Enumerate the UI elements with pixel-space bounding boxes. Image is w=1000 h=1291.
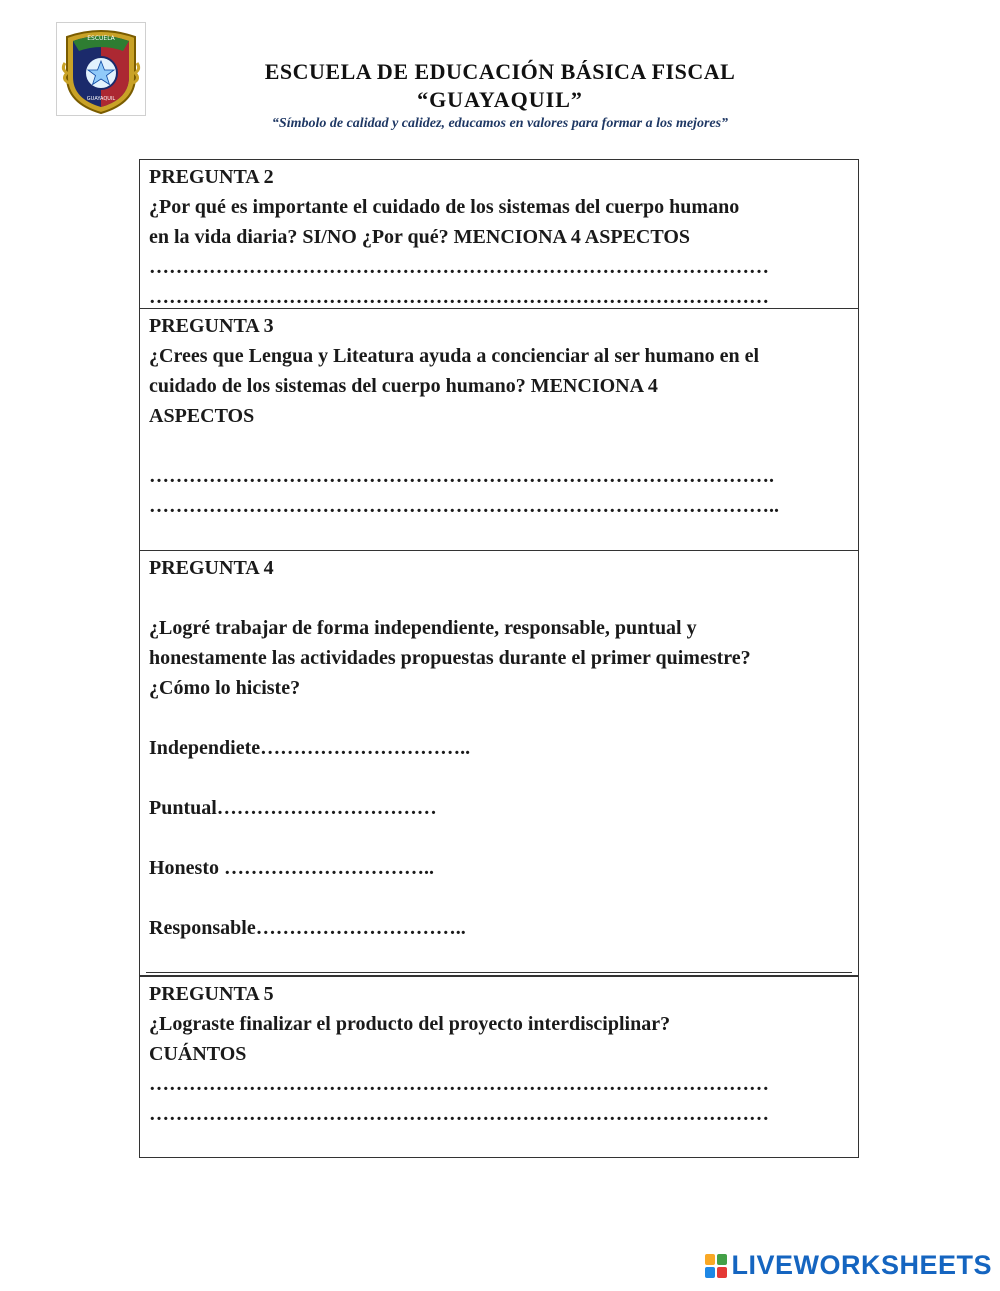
school-logo: [56, 22, 146, 116]
question-title: PREGUNTA 3: [149, 315, 274, 337]
question-text-line: ASPECTOS: [149, 405, 255, 427]
field-honest[interactable]: Honesto …………………………..: [149, 857, 434, 879]
question-cell-2: [140, 160, 858, 308]
liveworksheets-brand[interactable]: [704, 1250, 992, 1281]
liveworksheets-logo-icon: [704, 1253, 728, 1279]
school-name: ESCUELA DE EDUCACIÓN BÁSICA FISCAL: [264, 59, 736, 84]
question-cell-4: [140, 550, 858, 976]
school-motto: “Símbolo de calidad y calidez, educamos en valores para formar a los mejores”: [271, 116, 729, 131]
field-responsible[interactable]: Responsable…………………………..: [149, 917, 466, 939]
answer-line[interactable]: …………………………………………………………………………………: [149, 1103, 769, 1125]
question-text-line: ¿Lograste finalizar el producto del proyecto interdisciplinar?: [149, 1013, 671, 1035]
field-independent[interactable]: Independiete…………………………..: [149, 737, 471, 759]
answer-line[interactable]: …………………………………………………………………………………: [149, 286, 769, 308]
question-text-line: ¿Cómo lo hiciste?: [149, 677, 301, 699]
question-title: PREGUNTA 5: [149, 983, 274, 1005]
school-quote-name: “GUAYAQUIL”: [417, 87, 583, 112]
question-text-line: ¿Por qué es importante el cuidado de los sistemas del cuerpo humano: [149, 196, 740, 218]
question-text-line: ¿Crees que Lengua y Liteatura ayuda a concienciar al ser humano en el: [149, 345, 759, 367]
question-text-line: en la vida diaria? SI/NO ¿Por qué? MENCIONA 4 ASPECTOS: [149, 226, 691, 248]
question-cell-5: [140, 976, 858, 1157]
field-punctual[interactable]: Puntual……………………………: [149, 797, 437, 819]
questions-table: [139, 159, 859, 1158]
answer-line[interactable]: ………………………………………………………………………………….: [149, 465, 774, 487]
question-text-line: CUÁNTOS: [149, 1043, 247, 1065]
question-text-line: honestamente las actividades propuestas durante el primer quimestre?: [149, 647, 751, 669]
brand-text: LIVEWORKSHEETS: [731, 1250, 992, 1280]
answer-line[interactable]: …………………………………………………………………………………: [149, 256, 769, 278]
answer-line[interactable]: …………………………………………………………………………………: [149, 1073, 769, 1095]
svg-text:GUAYAQUIL: GUAYAQUIL: [86, 96, 116, 102]
document-header: [140, 58, 860, 132]
question-text-line: ¿Logré trabajar de forma independiente, responsable, puntual y: [149, 617, 697, 639]
question-title: PREGUNTA 4: [149, 557, 274, 579]
school-crest-icon: [57, 23, 145, 115]
answer-line[interactable]: …………………………………………………………………………………..: [149, 495, 779, 517]
question-text-line: cuidado de los sistemas del cuerpo humano? MENCIONA 4: [149, 375, 658, 397]
question-title: PREGUNTA 2: [149, 166, 274, 188]
question-cell-3: [140, 308, 858, 550]
svg-text:ESCUELA: ESCUELA: [87, 35, 115, 42]
